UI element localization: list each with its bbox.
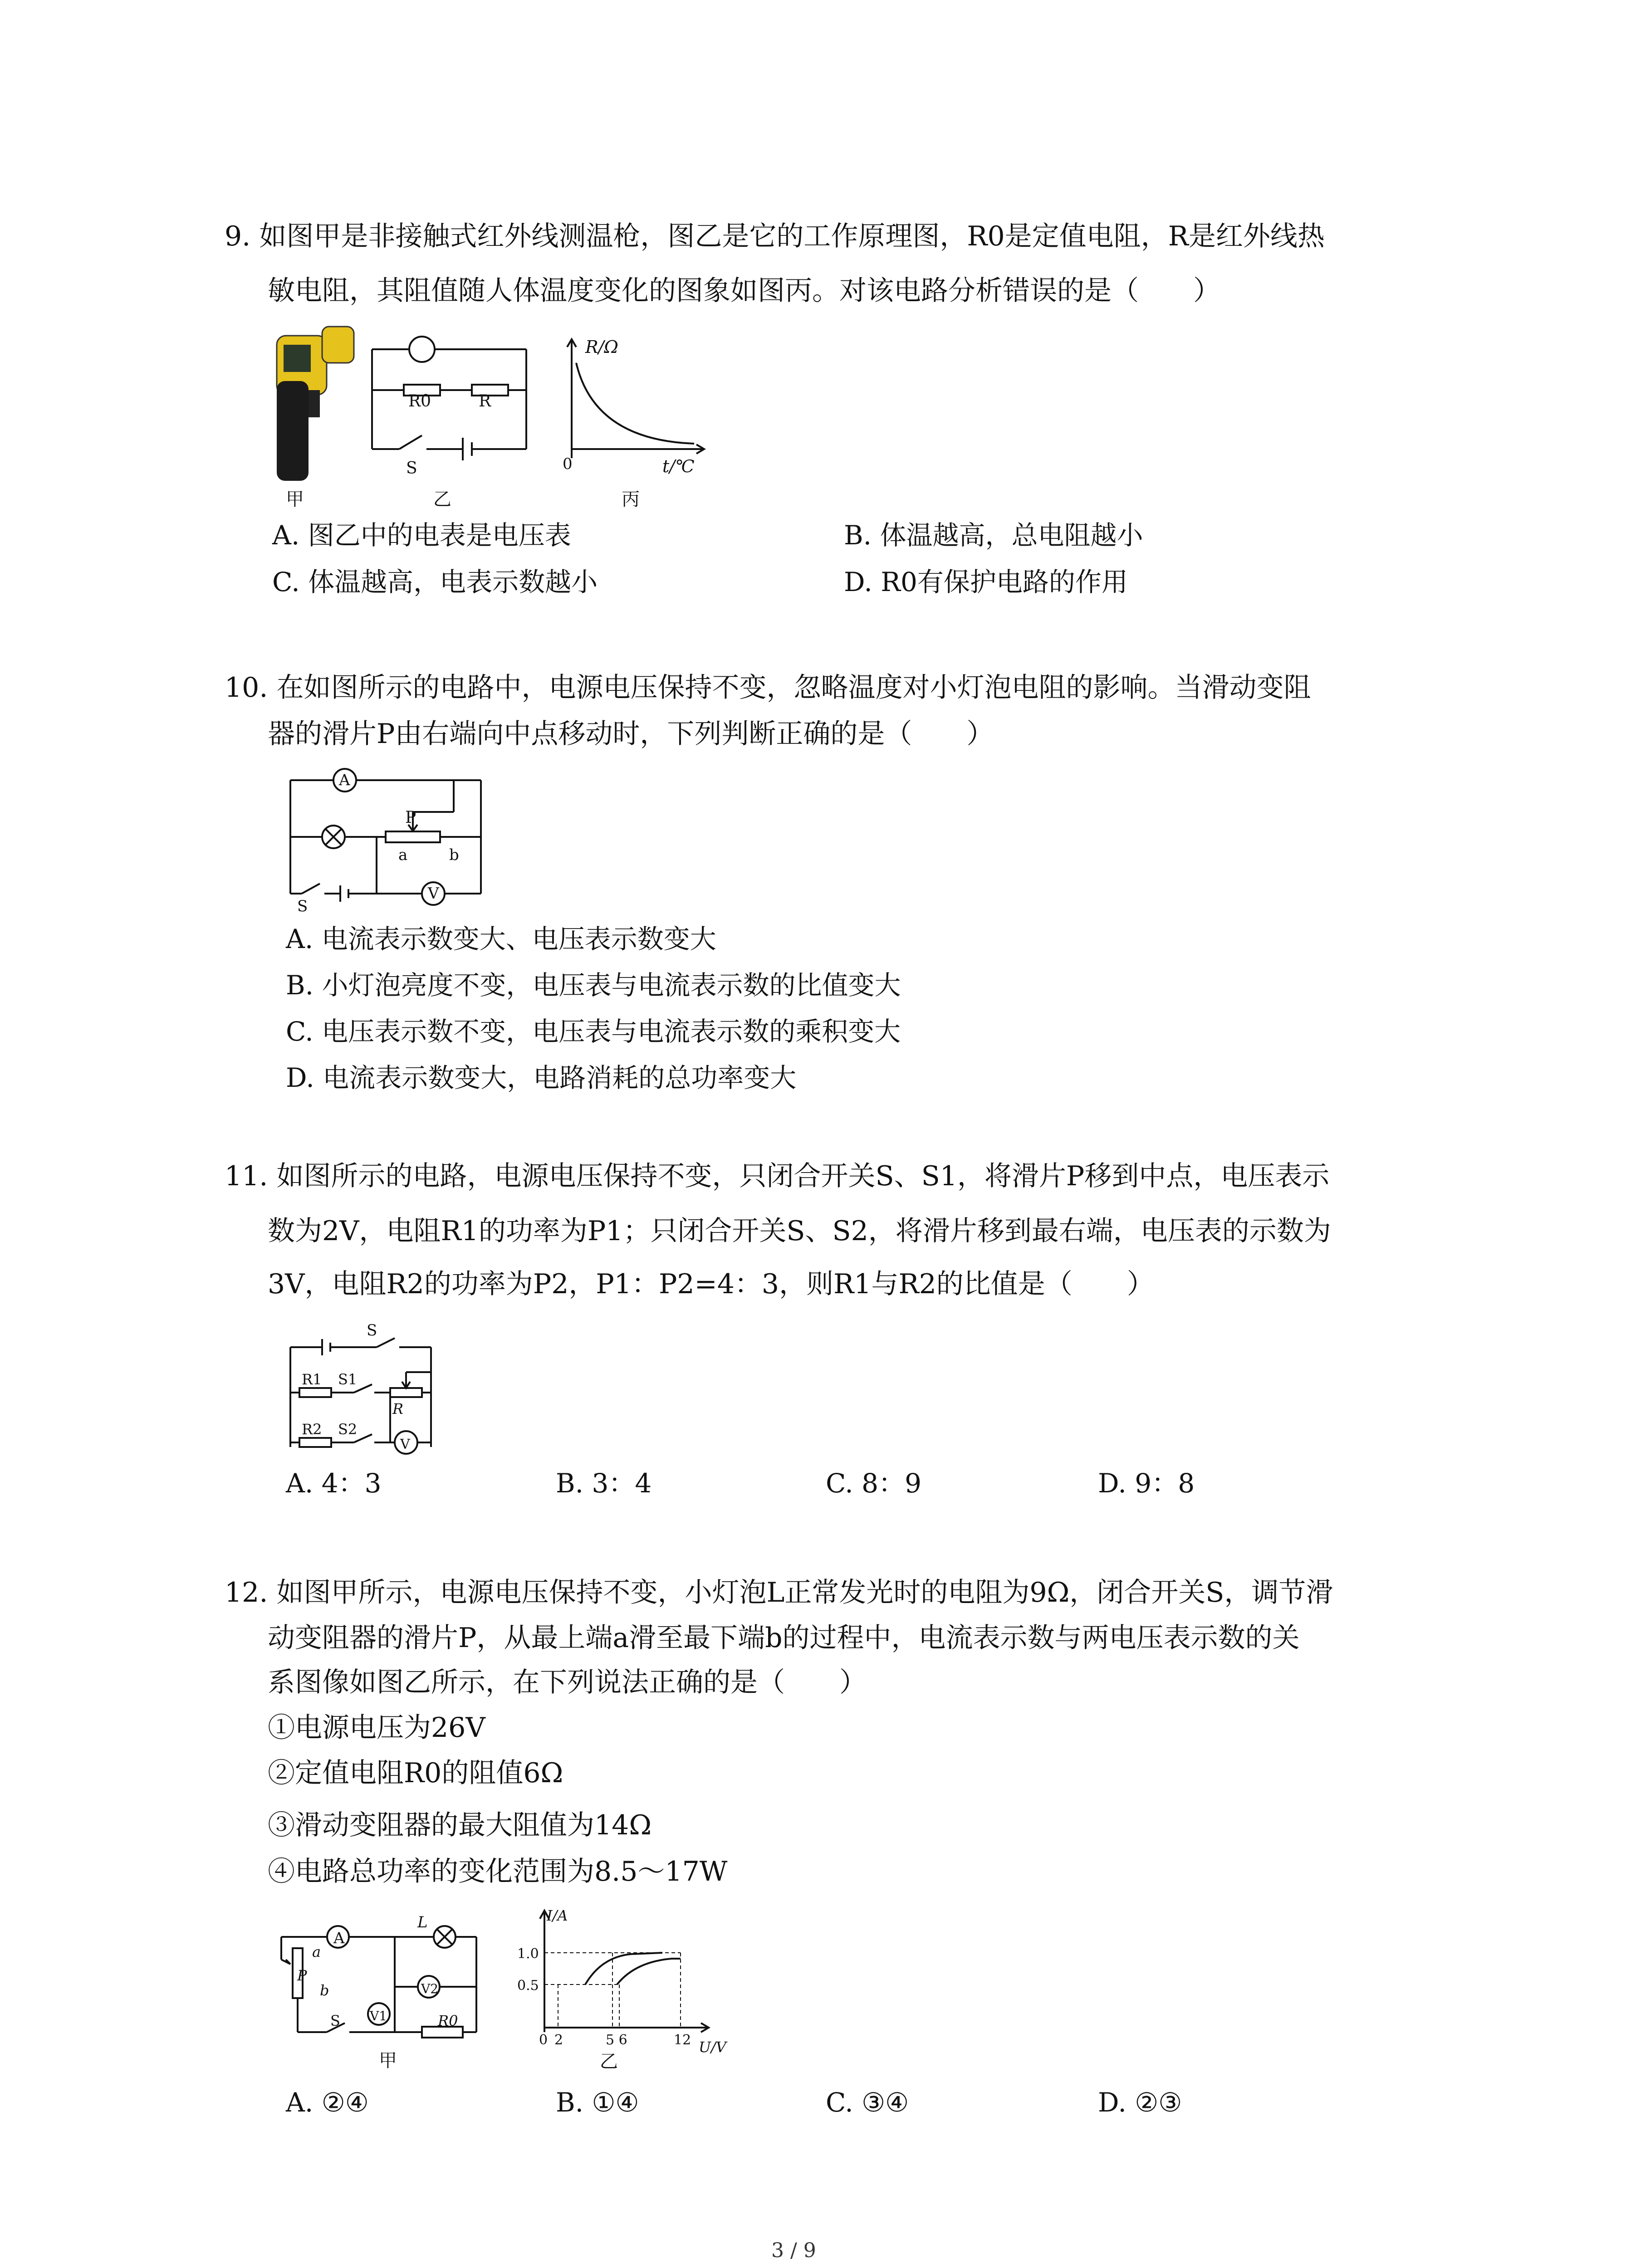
q12-v1-label: V1	[370, 2009, 387, 2024]
q12-x-axis-label: U/V	[699, 2038, 726, 2056]
q11-option-a[interactable]: A. 4：3	[286, 1468, 382, 1499]
q11-option-d[interactable]: D. 9：8	[1098, 1468, 1195, 1499]
q9-r-label: R	[479, 392, 491, 411]
q11-voltmeter-label: V	[400, 1437, 410, 1452]
q9-option-b[interactable]: B. 体温越高，总电阻越小	[844, 520, 1143, 551]
q9-y-axis-label: R/Ω	[585, 337, 618, 357]
r-t-graph	[558, 336, 708, 467]
q12-fig-caption-a: 甲	[379, 2050, 397, 2071]
q12-line-1: 12. 如图甲所示，电源电压保持不变，小灯泡L正常发光时的电阻为9Ω，闭合开关S，调节滑	[225, 1577, 1333, 1608]
q12-lamp-label: L	[417, 1913, 428, 1931]
q10-option-d[interactable]: D. 电流表示数变大，电路消耗的总功率变大	[286, 1062, 797, 1093]
fig-caption-c: 丙	[622, 489, 640, 510]
q10-line-2: 器的滑片P由右端向中点移动时，下列判断正确的是（ ）	[268, 718, 994, 750]
q12-option-a[interactable]: A. ②④	[286, 2087, 369, 2118]
q10-ammeter-label: A	[339, 771, 350, 789]
q12-ammeter-label: A	[333, 1929, 345, 1947]
q12-y-axis-label: I/A	[547, 1907, 568, 1924]
q12-v2-label: V2	[421, 1981, 439, 1996]
q10-voltmeter-label: V	[428, 885, 439, 903]
q9-option-a[interactable]: A. 图乙中的电表是电压表	[272, 520, 571, 551]
q10-line-1: 10. 在如图所示的电路中，电源电压保持不变，忽略温度对小灯泡电阻的影响。当滑动变阻	[225, 672, 1311, 704]
q12-slider-p-label: P	[297, 1967, 307, 1984]
q12-x-tick-0: 0	[539, 2032, 548, 2048]
q12-statement-4: ④电路总功率的变化范围为8.5～17W	[268, 1856, 728, 1887]
q12-option-c[interactable]: C. ③④	[826, 2087, 909, 2118]
q9-circuit-figure	[363, 336, 535, 472]
q12-line-3: 系图像如图乙所示，在下列说法正确的是（ ）	[268, 1667, 867, 1698]
q10-slider-p-label: P	[405, 808, 416, 827]
q11-option-b[interactable]: B. 3：4	[556, 1468, 652, 1499]
q11-circuit-figure	[281, 1325, 445, 1461]
q9-line-2: 敏电阻，其阻值随人体温度变化的图象如图丙。对该电路分析错误的是（ ）	[268, 275, 1220, 307]
page-number: 3 / 9	[771, 2239, 816, 2262]
q11-s-label: S	[367, 1321, 377, 1339]
q12-fig-caption-b: 乙	[600, 2051, 618, 2072]
q12-r0-label: R0	[438, 2012, 458, 2029]
q9-option-d[interactable]: D. R0有保护电路的作用	[844, 567, 1128, 597]
q12-x-tick-56: 5 6	[606, 2032, 627, 2048]
q9-x-axis-label: t/℃	[662, 456, 695, 476]
thermometer-gun-figure	[268, 318, 363, 490]
q9-option-c[interactable]: C. 体温越高，电表示数越小	[272, 567, 598, 597]
q11-option-c[interactable]: C. 8：9	[826, 1468, 921, 1499]
q12-x-tick-2: 2	[554, 2032, 563, 2048]
q11-line-3: 3V，电阻R2的功率为P2，P1：P2=4：3，则R1与R2的比值是（ ）	[268, 1268, 1154, 1300]
q11-r-label: R	[392, 1400, 404, 1418]
q10-option-b[interactable]: B. 小灯泡亮度不变，电压表与电流表示数的比值变大	[286, 970, 901, 1001]
q10-end-b-label: b	[449, 846, 459, 864]
fig-caption-a: 甲	[286, 489, 304, 510]
q12-end-b-label: b	[320, 1982, 329, 1999]
q12-statement-1: ①电源电压为26V	[268, 1712, 485, 1744]
q12-x-tick-12: 12	[674, 2032, 691, 2048]
q12-i-u-graph	[522, 1905, 712, 2046]
q12-statement-2: ②定值电阻R0的阻值6Ω	[268, 1757, 563, 1789]
q11-line-2: 数为2V，电阻R1的功率为P1；只闭合开关S、S2，将滑片移到最右端，电压表的示数为	[268, 1215, 1331, 1247]
fig-caption-b: 乙	[433, 489, 451, 510]
q11-line-1: 11. 如图所示的电路，电源电压保持不变，只闭合开关S、S1，将滑片P移到中点，电压表示	[225, 1160, 1330, 1192]
q9-r0-label: R0	[408, 392, 431, 411]
q11-s2-label: S2	[338, 1421, 358, 1438]
q10-end-a-label: a	[398, 846, 408, 864]
q11-s1-label: S1	[338, 1371, 358, 1388]
q9-s-label: S	[406, 459, 417, 478]
q9-origin: 0	[563, 455, 573, 473]
q12-y-tick-1: 1.0	[517, 1946, 539, 1962]
q9-line-1: 9. 如图甲是非接触式红外线测温枪，图乙是它的工作原理图，R0是定值电阻，R是红外线热	[225, 220, 1325, 252]
q12-option-b[interactable]: B. ①④	[556, 2087, 639, 2118]
q12-statement-3: ③滑动变阻器的最大阻值为14Ω	[268, 1809, 652, 1841]
q10-circuit-figure	[281, 762, 490, 912]
q11-r1-label: R1	[302, 1371, 322, 1388]
q11-r2-label: R2	[302, 1421, 322, 1438]
q12-end-a-label: a	[312, 1943, 321, 1960]
q12-switch-label: S	[330, 2012, 340, 2029]
q10-switch-label: S	[297, 897, 308, 915]
q12-line-2: 动变阻器的滑片P，从最上端a滑至最下端b的过程中，电流表示数与两电压表示数的关	[268, 1622, 1300, 1654]
q12-y-tick-05: 0.5	[517, 1978, 539, 1994]
q10-option-a[interactable]: A. 电流表示数变大、电压表示数变大	[286, 924, 716, 954]
q12-option-d[interactable]: D. ②③	[1098, 2087, 1182, 2118]
q10-option-c[interactable]: C. 电压表示数不变，电压表与电流表示数的乘积变大	[286, 1016, 901, 1047]
